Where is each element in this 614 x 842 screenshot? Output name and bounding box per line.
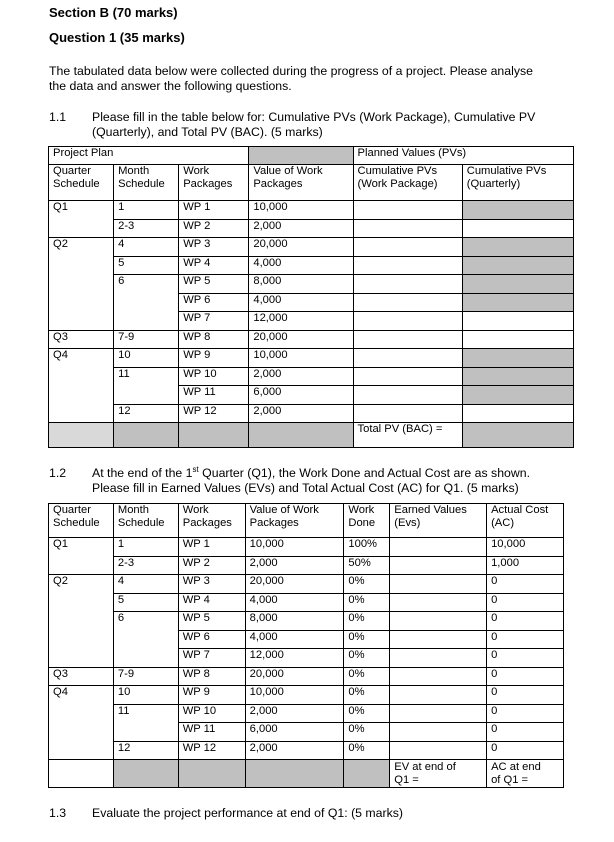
total-pv-input[interactable] (462, 423, 573, 448)
earned-value-input[interactable] (390, 630, 487, 649)
value-cell: 20,000 (245, 667, 344, 686)
work-package-cell: WP 7 (178, 649, 245, 668)
month-cell: 7-9 (114, 330, 179, 349)
value-cell: 4,000 (249, 256, 353, 275)
earned-value-input[interactable] (390, 741, 487, 760)
month-cell: 12 (113, 741, 178, 760)
month-cell: 5 (114, 256, 179, 275)
actual-cost-cell: 0 (487, 612, 564, 631)
shaded-cell (344, 760, 390, 788)
work-package-cell: WP 4 (178, 593, 245, 612)
table-row (49, 741, 564, 760)
earned-value-input[interactable] (390, 704, 487, 723)
cum-pv-quarter-input (462, 238, 573, 257)
month-cell: 7-9 (113, 667, 178, 686)
actual-cost-cell: 0 (487, 704, 564, 723)
table-row (49, 275, 574, 294)
month-cell: 4 (114, 238, 179, 257)
earned-value-input[interactable] (390, 612, 487, 631)
cum-pv-wp-input[interactable] (353, 330, 462, 349)
value-cell: 12,000 (249, 312, 353, 331)
cum-pv-wp-input[interactable] (353, 219, 462, 238)
shaded-cell (249, 147, 353, 165)
work-package-cell: WP 1 (179, 201, 249, 220)
work-done-cell: 0% (344, 593, 390, 612)
ev-total-label[interactable]: EV at end of Q1 = (390, 760, 487, 788)
table-row (49, 404, 574, 423)
work-package-cell: WP 3 (178, 575, 245, 594)
month-cell: 4 (113, 575, 178, 594)
shaded-cell (178, 760, 245, 788)
quarter-cell: Q1 (49, 538, 114, 575)
earned-value-input[interactable] (390, 723, 487, 742)
work-package-cell: WP 2 (178, 556, 245, 575)
month-cell: 1 (114, 201, 179, 220)
work-package-cell: WP 9 (179, 349, 249, 368)
value-cell: 2,000 (245, 741, 344, 760)
work-done-cell: 50% (344, 556, 390, 575)
cum-pv-wp-input[interactable] (353, 275, 462, 294)
q13-text: Evaluate the project performance at end of Q1: (5 marks) (92, 806, 403, 820)
cum-pv-quarter-input (462, 201, 573, 220)
earned-value-input[interactable] (390, 593, 487, 612)
actual-cost-cell: 0 (487, 593, 564, 612)
table-row (49, 349, 574, 368)
q12-text (92, 466, 530, 496)
planned-values-table (48, 146, 574, 448)
q12-number: 1.2 (49, 466, 67, 480)
month-cell: 10 (113, 686, 178, 705)
value-cell: 4,000 (245, 630, 344, 649)
work-done-cell: 0% (344, 649, 390, 668)
work-package-cell: WP 1 (178, 538, 245, 557)
quarter-cell: Q3 (49, 330, 114, 349)
work-package-cell: WP 10 (178, 704, 245, 723)
value-cell: 4,000 (249, 293, 353, 312)
table-row (49, 686, 564, 705)
col-header-value: Value of Work Packages (245, 504, 344, 538)
actual-cost-cell: 0 (487, 630, 564, 649)
work-package-cell: WP 3 (179, 238, 249, 257)
work-done-cell: 0% (344, 741, 390, 760)
value-cell: 2,000 (245, 556, 344, 575)
month-cell: 11 (114, 367, 179, 404)
work-done-cell: 100% (344, 538, 390, 557)
q11-text (92, 110, 535, 140)
month-cell: 5 (113, 593, 178, 612)
table-row (49, 538, 564, 557)
cum-pv-wp-input[interactable] (353, 256, 462, 275)
quarter-cell: Q4 (49, 349, 114, 423)
earned-value-input[interactable] (390, 556, 487, 575)
value-cell: 6,000 (249, 386, 353, 405)
earned-value-input[interactable] (390, 538, 487, 557)
table-row (49, 367, 574, 386)
col-header-work: Work Packages (178, 504, 245, 538)
table-row (49, 256, 574, 275)
work-package-cell: WP 5 (179, 275, 249, 294)
q12-line: At the end of the 1st Quarter (Q1), the Work Done and Actual Cost are as shown. (92, 464, 531, 480)
blank-cell (49, 760, 114, 788)
total-pv-label: Total PV (BAC) = (353, 423, 462, 448)
month-cell: 6 (113, 612, 178, 668)
earned-value-input[interactable] (390, 667, 487, 686)
cum-pv-quarter-input (462, 367, 573, 386)
table-row (49, 238, 574, 257)
earned-value-input[interactable] (390, 575, 487, 594)
actual-cost-cell: 0 (487, 686, 564, 705)
value-cell: 10,000 (249, 349, 353, 368)
value-cell: 20,000 (249, 330, 353, 349)
col-header-quarter: Quarter Schedule (49, 504, 114, 538)
q11-line: Please fill in the table below for: Cumulative PVs (Work Package), Cumulative PV (92, 110, 536, 124)
table-row (49, 556, 564, 575)
shaded-cell (114, 423, 179, 448)
work-package-cell: WP 4 (179, 256, 249, 275)
actual-cost-cell: 0 (487, 667, 564, 686)
value-cell: 2,000 (249, 367, 353, 386)
quarter-cell: Q2 (49, 238, 114, 331)
table-row (49, 612, 564, 631)
shaded-cell (113, 760, 178, 788)
cum-pv-quarter-input (462, 275, 573, 294)
q11-line: (Quarterly), and Total PV (BAC). (5 marks) (92, 125, 323, 139)
work-package-cell: WP 12 (178, 741, 245, 760)
cum-pv-quarter-input[interactable] (462, 404, 573, 423)
work-done-cell: 0% (344, 723, 390, 742)
value-cell: 8,000 (245, 612, 344, 631)
value-cell: 2,000 (249, 404, 353, 423)
month-cell: 6 (114, 275, 179, 331)
col-header-month: Month Schedule (113, 504, 178, 538)
actual-cost-cell: 0 (487, 575, 564, 594)
work-package-cell: WP 2 (179, 219, 249, 238)
work-done-cell: 0% (344, 667, 390, 686)
actual-cost-cell: 0 (487, 649, 564, 668)
month-cell: 1 (113, 538, 178, 557)
intro-line: The tabulated data below were collected during the progress of a project. Please analyse (49, 64, 533, 78)
cum-pv-quarter-input (462, 256, 573, 275)
cum-pv-wp-input[interactable] (353, 293, 462, 312)
cum-pv-wp-input[interactable] (353, 238, 462, 257)
col-header-ac: Actual Cost (AC) (487, 504, 564, 538)
value-cell: 20,000 (249, 238, 353, 257)
value-cell: 20,000 (245, 575, 344, 594)
value-cell: 10,000 (245, 686, 344, 705)
q11-number: 1.1 (49, 110, 67, 124)
value-cell: 2,000 (249, 219, 353, 238)
value-cell: 4,000 (245, 593, 344, 612)
intro-line: the data and answer the following questions. (49, 79, 292, 93)
planned-values-header: Planned Values (PVs) (353, 147, 573, 165)
cum-pv-quarter-input[interactable] (462, 312, 573, 331)
cum-pv-quarter-input (462, 293, 573, 312)
work-package-cell: WP 10 (179, 367, 249, 386)
work-package-cell: WP 11 (179, 386, 249, 405)
cum-pv-wp-input[interactable] (353, 201, 462, 220)
work-package-cell: WP 9 (178, 686, 245, 705)
shaded-cell (49, 423, 114, 448)
col-header-cum-q: Cumulative PVs (Quarterly) (462, 165, 573, 201)
quarter-cell: Q3 (49, 667, 114, 686)
shaded-cell (249, 423, 353, 448)
col-header-ev: Earned Values (Evs) (390, 504, 487, 538)
actual-cost-cell: 0 (487, 741, 564, 760)
actual-cost-cell: 10,000 (487, 538, 564, 557)
cum-pv-quarter-input[interactable] (462, 330, 573, 349)
table-row (49, 593, 564, 612)
q13-number: 1.3 (49, 806, 67, 820)
col-header-work: Work Packages (179, 165, 249, 201)
col-header-value: Value of Work Packages (249, 165, 353, 201)
actual-cost-cell: 1,000 (487, 556, 564, 575)
cum-pv-wp-input[interactable] (353, 349, 462, 368)
work-package-cell: WP 6 (178, 630, 245, 649)
earned-values-table (48, 503, 564, 788)
value-cell: 12,000 (245, 649, 344, 668)
cum-pv-quarter-input (462, 386, 573, 405)
work-package-cell: WP 7 (179, 312, 249, 331)
table-row (49, 704, 564, 723)
work-package-cell: WP 11 (178, 723, 245, 742)
intro-text (49, 64, 533, 94)
work-package-cell: WP 8 (179, 330, 249, 349)
work-package-cell: WP 5 (178, 612, 245, 631)
question-title: Question 1 (35 marks) (49, 30, 185, 45)
ac-total-label[interactable]: AC at end of Q1 = (487, 760, 564, 788)
work-package-cell: WP 12 (179, 404, 249, 423)
col-header-month: Month Schedule (114, 165, 179, 201)
cum-pv-wp-input[interactable] (353, 367, 462, 386)
project-plan-header: Project Plan (49, 147, 249, 165)
work-package-cell: WP 6 (179, 293, 249, 312)
quarter-cell: Q2 (49, 575, 114, 668)
value-cell: 8,000 (249, 275, 353, 294)
table-row (49, 219, 574, 238)
value-cell: 10,000 (249, 201, 353, 220)
q12-line: Please fill in Earned Values (EVs) and Total Actual Cost (AC) for Q1. (5 marks) (92, 481, 519, 495)
month-cell: 2-3 (114, 219, 179, 238)
work-done-cell: 0% (344, 575, 390, 594)
section-title: Section B (70 marks) (49, 5, 178, 20)
work-package-cell: WP 8 (178, 667, 245, 686)
cum-pv-quarter-input[interactable] (462, 219, 573, 238)
cum-pv-wp-input[interactable] (353, 404, 462, 423)
col-header-quarter: Quarter Schedule (49, 165, 114, 201)
work-done-cell: 0% (344, 686, 390, 705)
month-cell: 10 (114, 349, 179, 368)
quarter-cell: Q4 (49, 686, 114, 760)
col-header-done: Work Done (344, 504, 390, 538)
actual-cost-cell: 0 (487, 723, 564, 742)
cum-pv-quarter-input (462, 349, 573, 368)
shaded-cell (179, 423, 249, 448)
work-done-cell: 0% (344, 704, 390, 723)
month-cell: 2-3 (113, 556, 178, 575)
table-row (49, 667, 564, 686)
quarter-cell: Q1 (49, 201, 114, 238)
month-cell: 12 (114, 404, 179, 423)
earned-value-input[interactable] (390, 649, 487, 668)
table-row (49, 575, 564, 594)
col-header-cum-wp: Cumulative PVs (Work Package) (353, 165, 462, 201)
value-cell: 2,000 (245, 704, 344, 723)
work-done-cell: 0% (344, 612, 390, 631)
shaded-cell (245, 760, 344, 788)
month-cell: 11 (113, 704, 178, 741)
value-cell: 6,000 (245, 723, 344, 742)
value-cell: 10,000 (245, 538, 344, 557)
cum-pv-wp-input[interactable] (353, 312, 462, 331)
table-row (49, 201, 574, 220)
work-done-cell: 0% (344, 630, 390, 649)
table-row (49, 330, 574, 349)
earned-value-input[interactable] (390, 686, 487, 705)
cum-pv-wp-input[interactable] (353, 386, 462, 405)
